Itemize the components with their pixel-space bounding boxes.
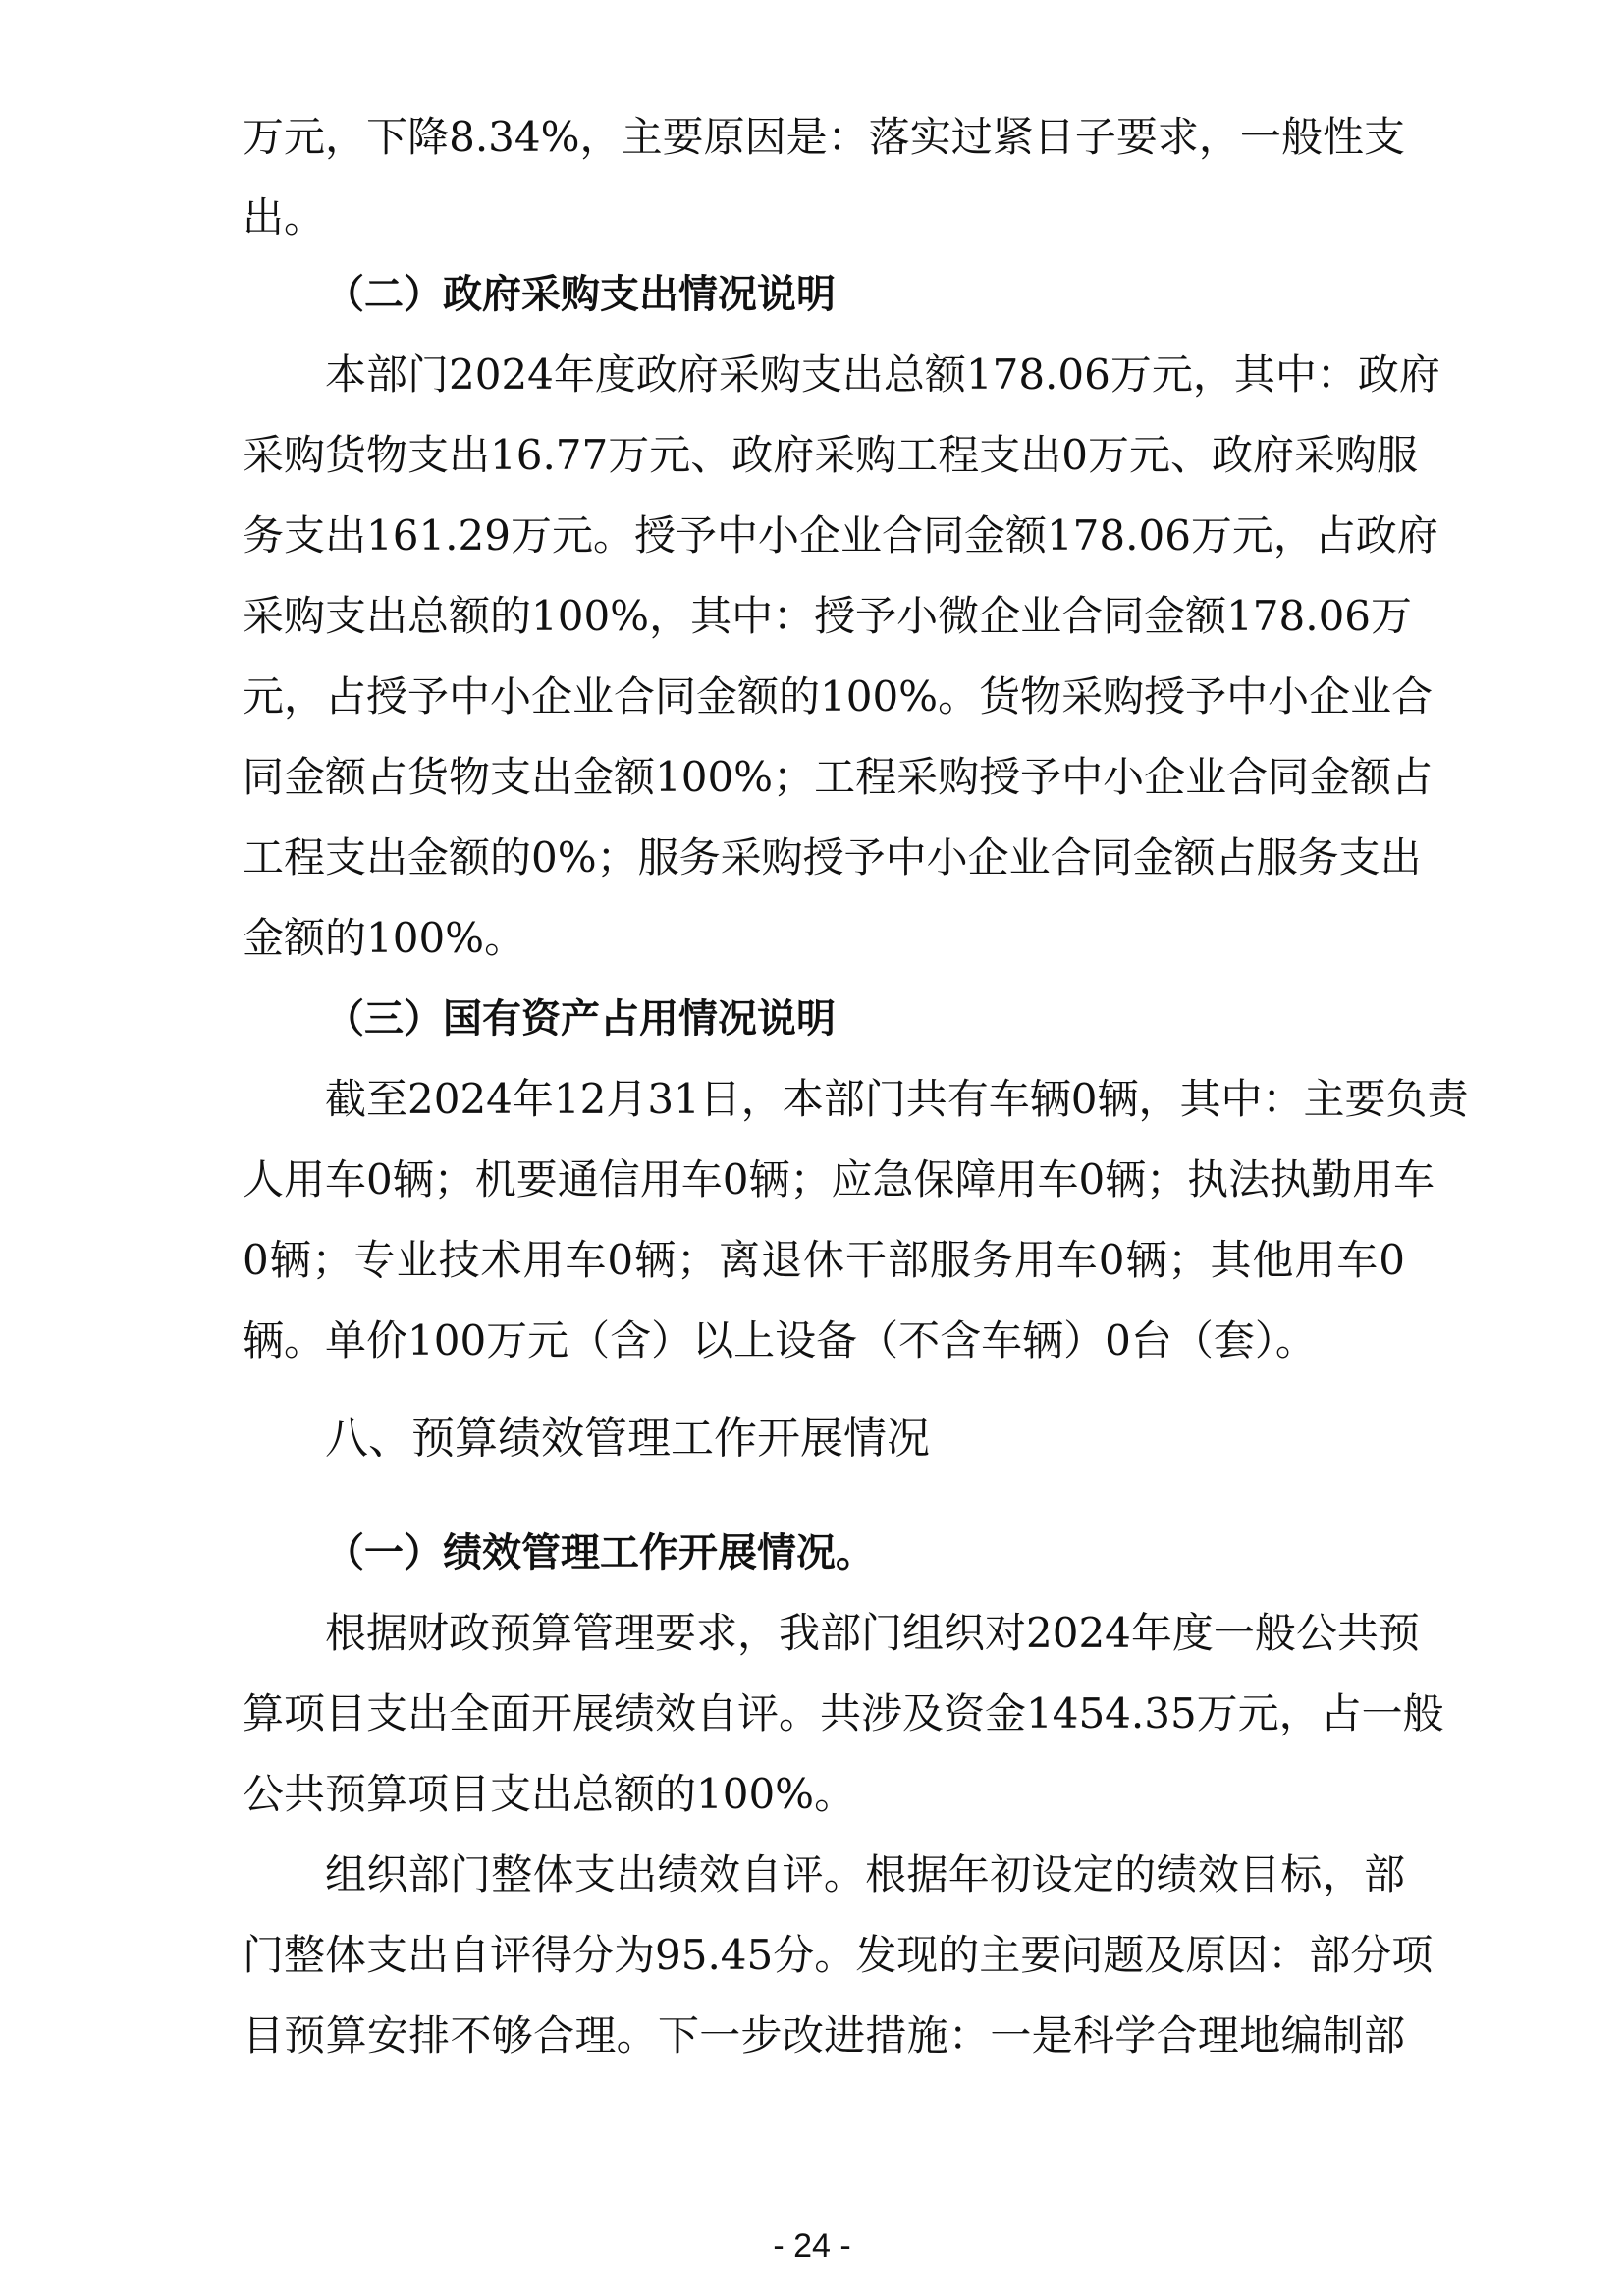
section-subheading: （三）国有资产占用情况说明 bbox=[325, 996, 836, 1041]
paragraph-line: 目预算安排不够合理。下一步改进措施：一是科学合理地编制部 bbox=[243, 2011, 1405, 2059]
paragraph-line: 务支出161.29万元。授予中小企业合同金额178.06万元，占政府 bbox=[243, 511, 1438, 560]
paragraph-line: 工程支出金额的0%；服务采购授予中小企业合同金额占服务支出 bbox=[243, 833, 1422, 881]
paragraph-line: 组织部门整体支出绩效自评。根据年初设定的绩效目标，部 bbox=[325, 1850, 1405, 1898]
page-number: - 24 - bbox=[773, 2227, 851, 2265]
section-subheading: （一）绩效管理工作开展情况。 bbox=[325, 1530, 875, 1575]
paragraph-line: 采购支出总额的100%，其中：授予小微企业合同金额178.06万 bbox=[243, 592, 1413, 640]
paragraph-line: 门整体支出自评得分为95.45分。发现的主要问题及原因：部分项 bbox=[243, 1931, 1434, 1979]
paragraph-line: 金额的100%。 bbox=[243, 914, 526, 962]
paragraph-line: 元，占授予中小企业合同金额的100%。货物采购授予中小企业合 bbox=[243, 672, 1434, 721]
paragraph-line: 截至2024年12月31日，本部门共有车辆0辆，其中：主要负责 bbox=[325, 1075, 1469, 1123]
paragraph-line: 本部门2024年度政府采购支出总额178.06万元，其中：政府 bbox=[325, 350, 1440, 399]
paragraph-line: 0辆；专业技术用车0辆；离退休干部服务用车0辆；其他用车0 bbox=[243, 1236, 1405, 1284]
paragraph-line: 根据财政预算管理要求，我部门组织对2024年度一般公共预 bbox=[325, 1609, 1420, 1657]
section-heading: 八、预算绩效管理工作开展情况 bbox=[325, 1414, 930, 1464]
paragraph-line: 人用车0辆；机要通信用车0辆；应急保障用车0辆；执法执勤用车 bbox=[243, 1155, 1435, 1203]
paragraph-line: 万元，下降8.34%，主要原因是：落实过紧日子要求，一般性支 bbox=[243, 113, 1405, 161]
section-subheading: （二）政府采购支出情况说明 bbox=[325, 272, 836, 317]
paragraph-line: 算项目支出全面开展绩效自评。共涉及资金1454.35万元，占一般 bbox=[243, 1689, 1444, 1737]
paragraph-line: 辆。单价100万元（含）以上设备（不含车辆）0台（套）。 bbox=[243, 1316, 1317, 1364]
paragraph-line: 公共预算项目支出总额的100%。 bbox=[243, 1770, 856, 1818]
paragraph-line: 采购货物支出16.77万元、政府采购工程支出0万元、政府采购服 bbox=[243, 431, 1418, 479]
paragraph-line: 出。 bbox=[243, 193, 326, 241]
paragraph-line: 同金额占货物支出金额100%；工程采购授予中小企业合同金额占 bbox=[243, 753, 1434, 801]
